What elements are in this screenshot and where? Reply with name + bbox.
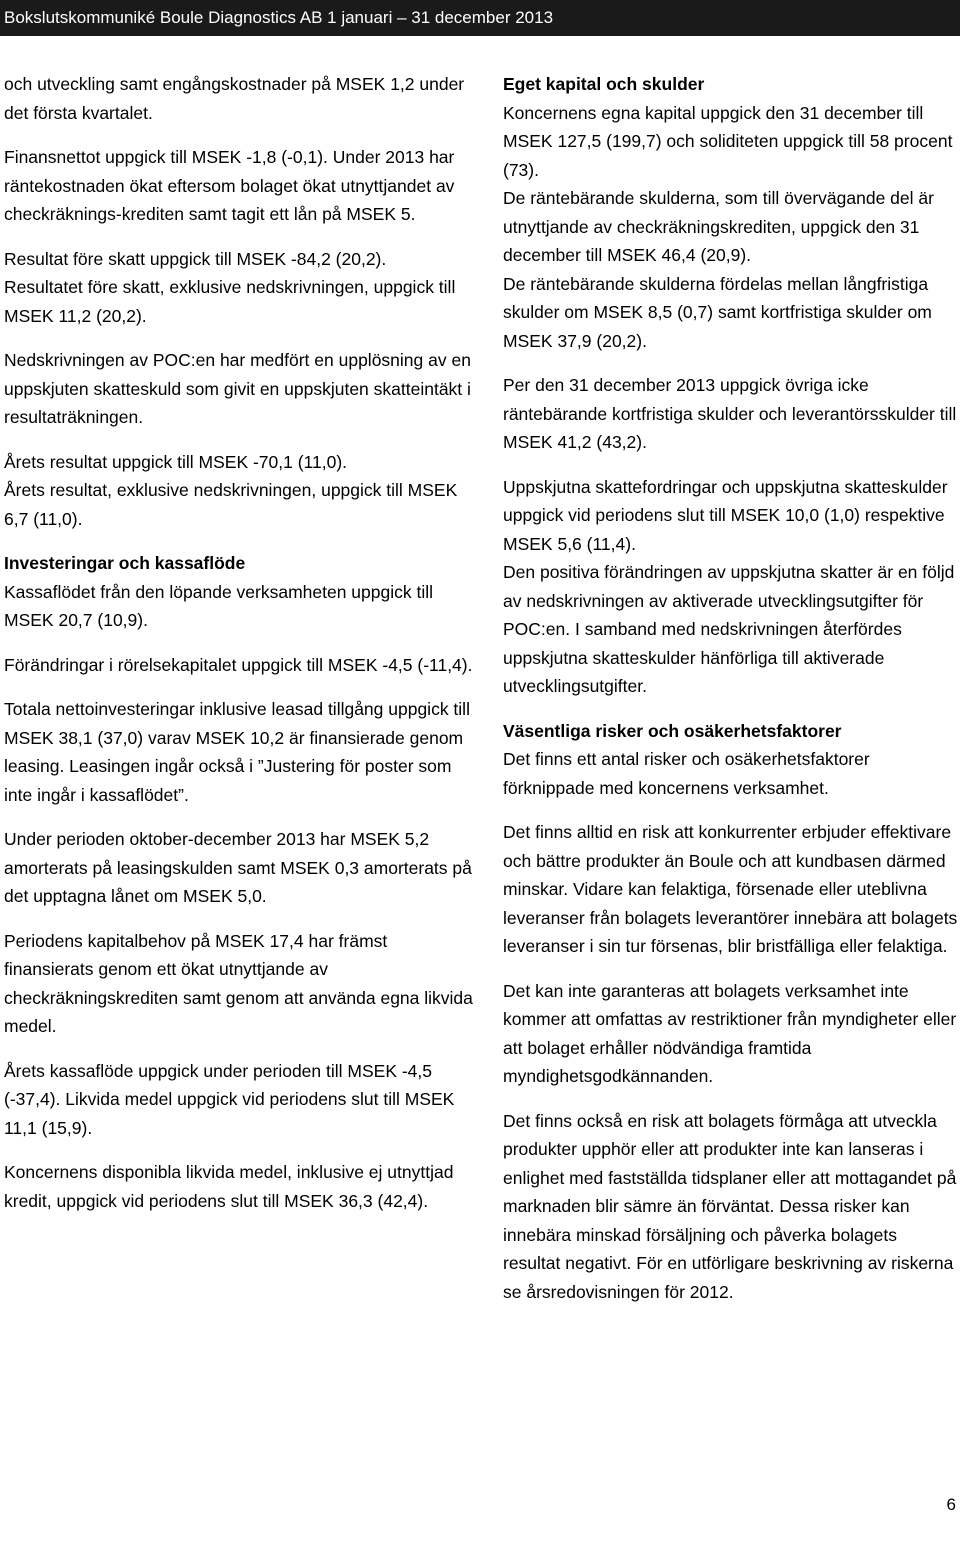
paragraph: Totala nettoinvesteringar inklusive leasad tillgång uppgick till MSEK 38,1 (37,0) varav MSEK 10,2 är finansierade genom leasing. Leasingen ingår också i ”Justering för poster som inte ingår i kassaflödet”. <box>4 699 470 805</box>
paragraph: Nedskrivningen av POC:en har medfört en upplösning av en uppskjuten skatteskuld som givit en uppskjuten skatteintäkt i resultaträkningen. <box>4 350 471 427</box>
paragraph: och utveckling samt engångskostnader på MSEK 1,2 under det första kvartalet. <box>4 74 465 123</box>
paragraph: Det kan inte garanteras att bolagets verksamhet inte kommer att omfattas av restriktioner från myndigheter eller att bolaget erhåller nödvändiga framtida myndighetsgodkännanden. <box>503 980 957 1086</box>
right-column <box>503 70 958 1322</box>
paragraph: Kassaflödet från den löpande verksamheten uppgick till MSEK 20,7 (10,9). <box>4 581 434 630</box>
section-heading-risks: Väsentliga risker och osäkerhetsfaktorer <box>503 720 842 741</box>
paragraph: Den positiva förändringen av uppskjutna skatter är en följd av nedskrivningen av aktiverade utvecklingsutgifter för POC:en. I samband med nedskrivningen återfördes uppskjutna skatteskulder hänförliga till aktiverade utvecklingsutgifter. <box>503 562 955 696</box>
paragraph: Det finns alltid en risk att konkurrenter erbjuder effektivare och bättre produkter än Boule och att kundbasen därmed minskar. Vidare kan felaktiga, försenade eller uteblivna leveranser från bolagets leverantörer innebära att bolagets leveranser i sin tur försenas, blir bristfälliga eller felaktiga. <box>503 822 958 956</box>
paragraph: Uppskjutna skattefordringar och uppskjutna skatteskulder uppgick vid periodens slut till MSEK 10,0 (1,0) respektive MSEK 5,6 (11,4). <box>503 476 948 554</box>
paragraph: Resultatet före skatt, exklusive nedskrivningen, uppgick till MSEK 11,2 (20,2). <box>4 277 456 326</box>
paragraph: Det finns ett antal risker och osäkerhetsfaktorer förknippade med koncernens verksamhet. <box>503 749 870 798</box>
page-number: 6 <box>946 1495 956 1514</box>
paragraph: Förändringar i rörelsekapitalet uppgick till MSEK -4,5 (-11,4). <box>4 654 473 675</box>
paragraph: Koncernens egna kapital uppgick den 31 december till MSEK 127,5 (199,7) och soliditeten uppgick till 58 procent (73). <box>503 102 953 180</box>
section-heading-investments: Investeringar och kassaflöde <box>4 553 246 573</box>
left-column <box>4 70 474 1231</box>
page-header <box>0 0 960 36</box>
paragraph: De räntebärande skulderna fördelas mellan långfristiga skulder om MSEK 8,5 (0,7) samt kortfristiga skulder om MSEK 37,9 (20,2). <box>503 273 932 351</box>
paragraph: Under perioden oktober-december 2013 har MSEK 5,2 amorterats på leasingskulden samt MSEK 0,3 amorterats på det upptagna lånet om MSEK 5,0. <box>4 829 472 906</box>
section-heading-equity: Eget kapital och skulder <box>503 74 705 94</box>
paragraph: Årets kassaflöde uppgick under perioden till MSEK -4,5 (-37,4). Likvida medel uppgick vid periodens slut till MSEK 11,1 (15,9). <box>4 1060 455 1138</box>
paragraph: Årets resultat, exklusive nedskrivningen, uppgick till MSEK 6,7 (11,0). <box>4 480 458 529</box>
paragraph: Årets resultat uppgick till MSEK -70,1 (11,0). <box>4 451 348 472</box>
paragraph: Koncernens disponibla likvida medel, inklusive ej utnyttjad kredit, uppgick vid periodens slut till MSEK 36,3 (42,4). <box>4 1162 454 1211</box>
header-title: Bokslutskommuniké Boule Diagnostics AB 1 januari – 31 december 2013 <box>4 8 554 27</box>
paragraph: Periodens kapitalbehov på MSEK 17,4 har främst finansierats genom ett ökat utnyttjande av checkräkningskrediten samt genom att använda egna likvida medel. <box>4 930 473 1036</box>
paragraph: Finansnettot uppgick till MSEK -1,8 (-0,1). Under 2013 har räntekostnaden ökat eftersom bolaget ökat utnyttjandet av checkräknings-krediten samt tagit ett lån på MSEK 5. <box>4 147 455 224</box>
paragraph: Per den 31 december 2013 uppgick övriga icke räntebärande kortfristiga skulder och leverantörsskulder till MSEK 41,2 (43,2). <box>503 375 957 452</box>
paragraph: De räntebärande skulderna, som till övervägande del är utnyttjande av checkräkningskrediten, uppgick den 31 december till MSEK 46,4 (20,9). <box>503 188 934 265</box>
paragraph: Det finns också en risk att bolagets förmåga att utveckla produkter upphör eller att produkter inte kan lanseras i enlighet med fastställda tidsplaner eller att mottagandet på marknaden blir sämre än förväntat. Dessa risker kan innebära minskad försäljning och påverka bolagets resultat negativt. För en utförligare beskrivning av riskerna se årsredovisningen för 2012. <box>503 1110 957 1302</box>
paragraph: Resultat före skatt uppgick till MSEK -84,2 (20,2). <box>4 248 387 269</box>
